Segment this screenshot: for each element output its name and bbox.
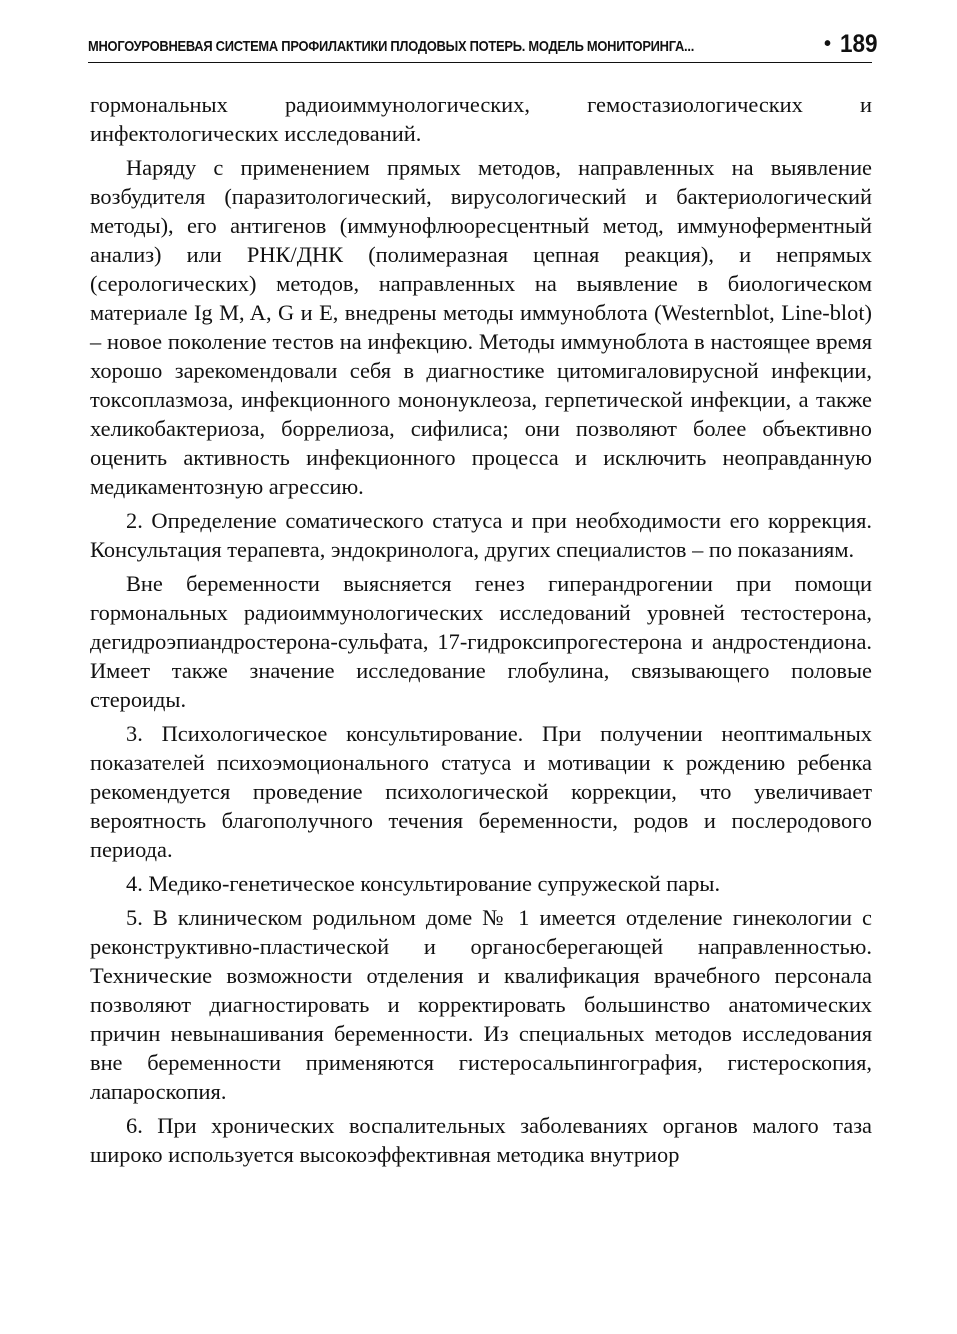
paragraph-item-6: 6. При хронических воспалительных заболеваниях органов малого таза широко используется высокоэффективная методика внутриор [90, 1113, 872, 1167]
paragraph-item-5: 5. В клиническом родильном доме № 1 имеется отделение гинекологии с реконструктивно-пластической и органосберегающей направленностью. Технические возможности отделения и квалификация врачебного персонала позволяют диагностировать и корректировать большинство анатомических причин невынашивания беременности. Из специальных методов исследования вне беременности применяются гистеросальпингография, гистероскопия, лапароскопия. [90, 905, 872, 1104]
paragraph-item-2: 2. Определение соматического статуса и при необходимости его коррекция. Консультация терапевта, эндокринолога, других специалистов – по показаниям. [90, 508, 872, 562]
page-number: 189 [840, 30, 878, 58]
body-text [90, 90, 872, 1174]
running-header [88, 26, 878, 66]
running-title: МНОГОУРОВНЕВАЯ СИСТЕМА ПРОФИЛАКТИКИ ПЛОДОВЫХ ПОТЕРЬ. МОДЕЛЬ МОНИТОРИНГА... [88, 38, 695, 55]
header-bullet: • [824, 33, 832, 55]
paragraph-hyperandrogenism: Вне беременности выясняется генез гиперандрогении при помощи гормональных радиоиммунологических исследований уровней тестостерона, дегидроэпиандростерона-сульфата, 17-гидроксипрогестерона и андростендиона. Имеет также значение исследование глобулина, связывающего половые стероиды. [90, 571, 872, 712]
paragraph-continuation: гормональных радиоиммунологических, гемостазиологических и инфектологических исследований. [90, 92, 872, 146]
paragraph-item-3: 3. Психологическое консультирование. При получении неоптимальных показателей психоэмоционального статуса и мотивации к рождению ребенка рекомендуется проведение психологической коррекции, что увеличивает вероятность благополучного течения беременности, родов и послеродового периода. [90, 721, 872, 862]
paragraph-item-4: 4. Медико-генетическое консультирование супружеской пары. [126, 871, 721, 896]
header-rule [88, 62, 872, 63]
paragraph-immunoblot: Наряду с применением прямых методов, направленных на выявление возбудителя (паразитологический, вирусологический и бактериологический методы), его антигенов (иммунофлюоресцентный метод, иммуноферментный анализ) или РНК/ДНК (полимеразная цепная реакция), и непрямых (серологических) методов, направленных на выявление в биологическом материале Ig M, A, G и E, внедрены методы иммуноблота (Westernblot, Line-blot) – новое поколение тестов на инфекцию. Методы иммуноблота в настоящее время хорошо зарекомендовали себя в диагностике цитомигаловирусной инфекции, токсоплазмоза, инфекционного мононуклеоза, герпетической инфекции, а также хеликобактериоза, боррелиоза, сифилиса; они позволяют более объективно оценить активность инфекционного процесса и исключить неоправданную медикаментозную агрессию. [90, 155, 872, 499]
